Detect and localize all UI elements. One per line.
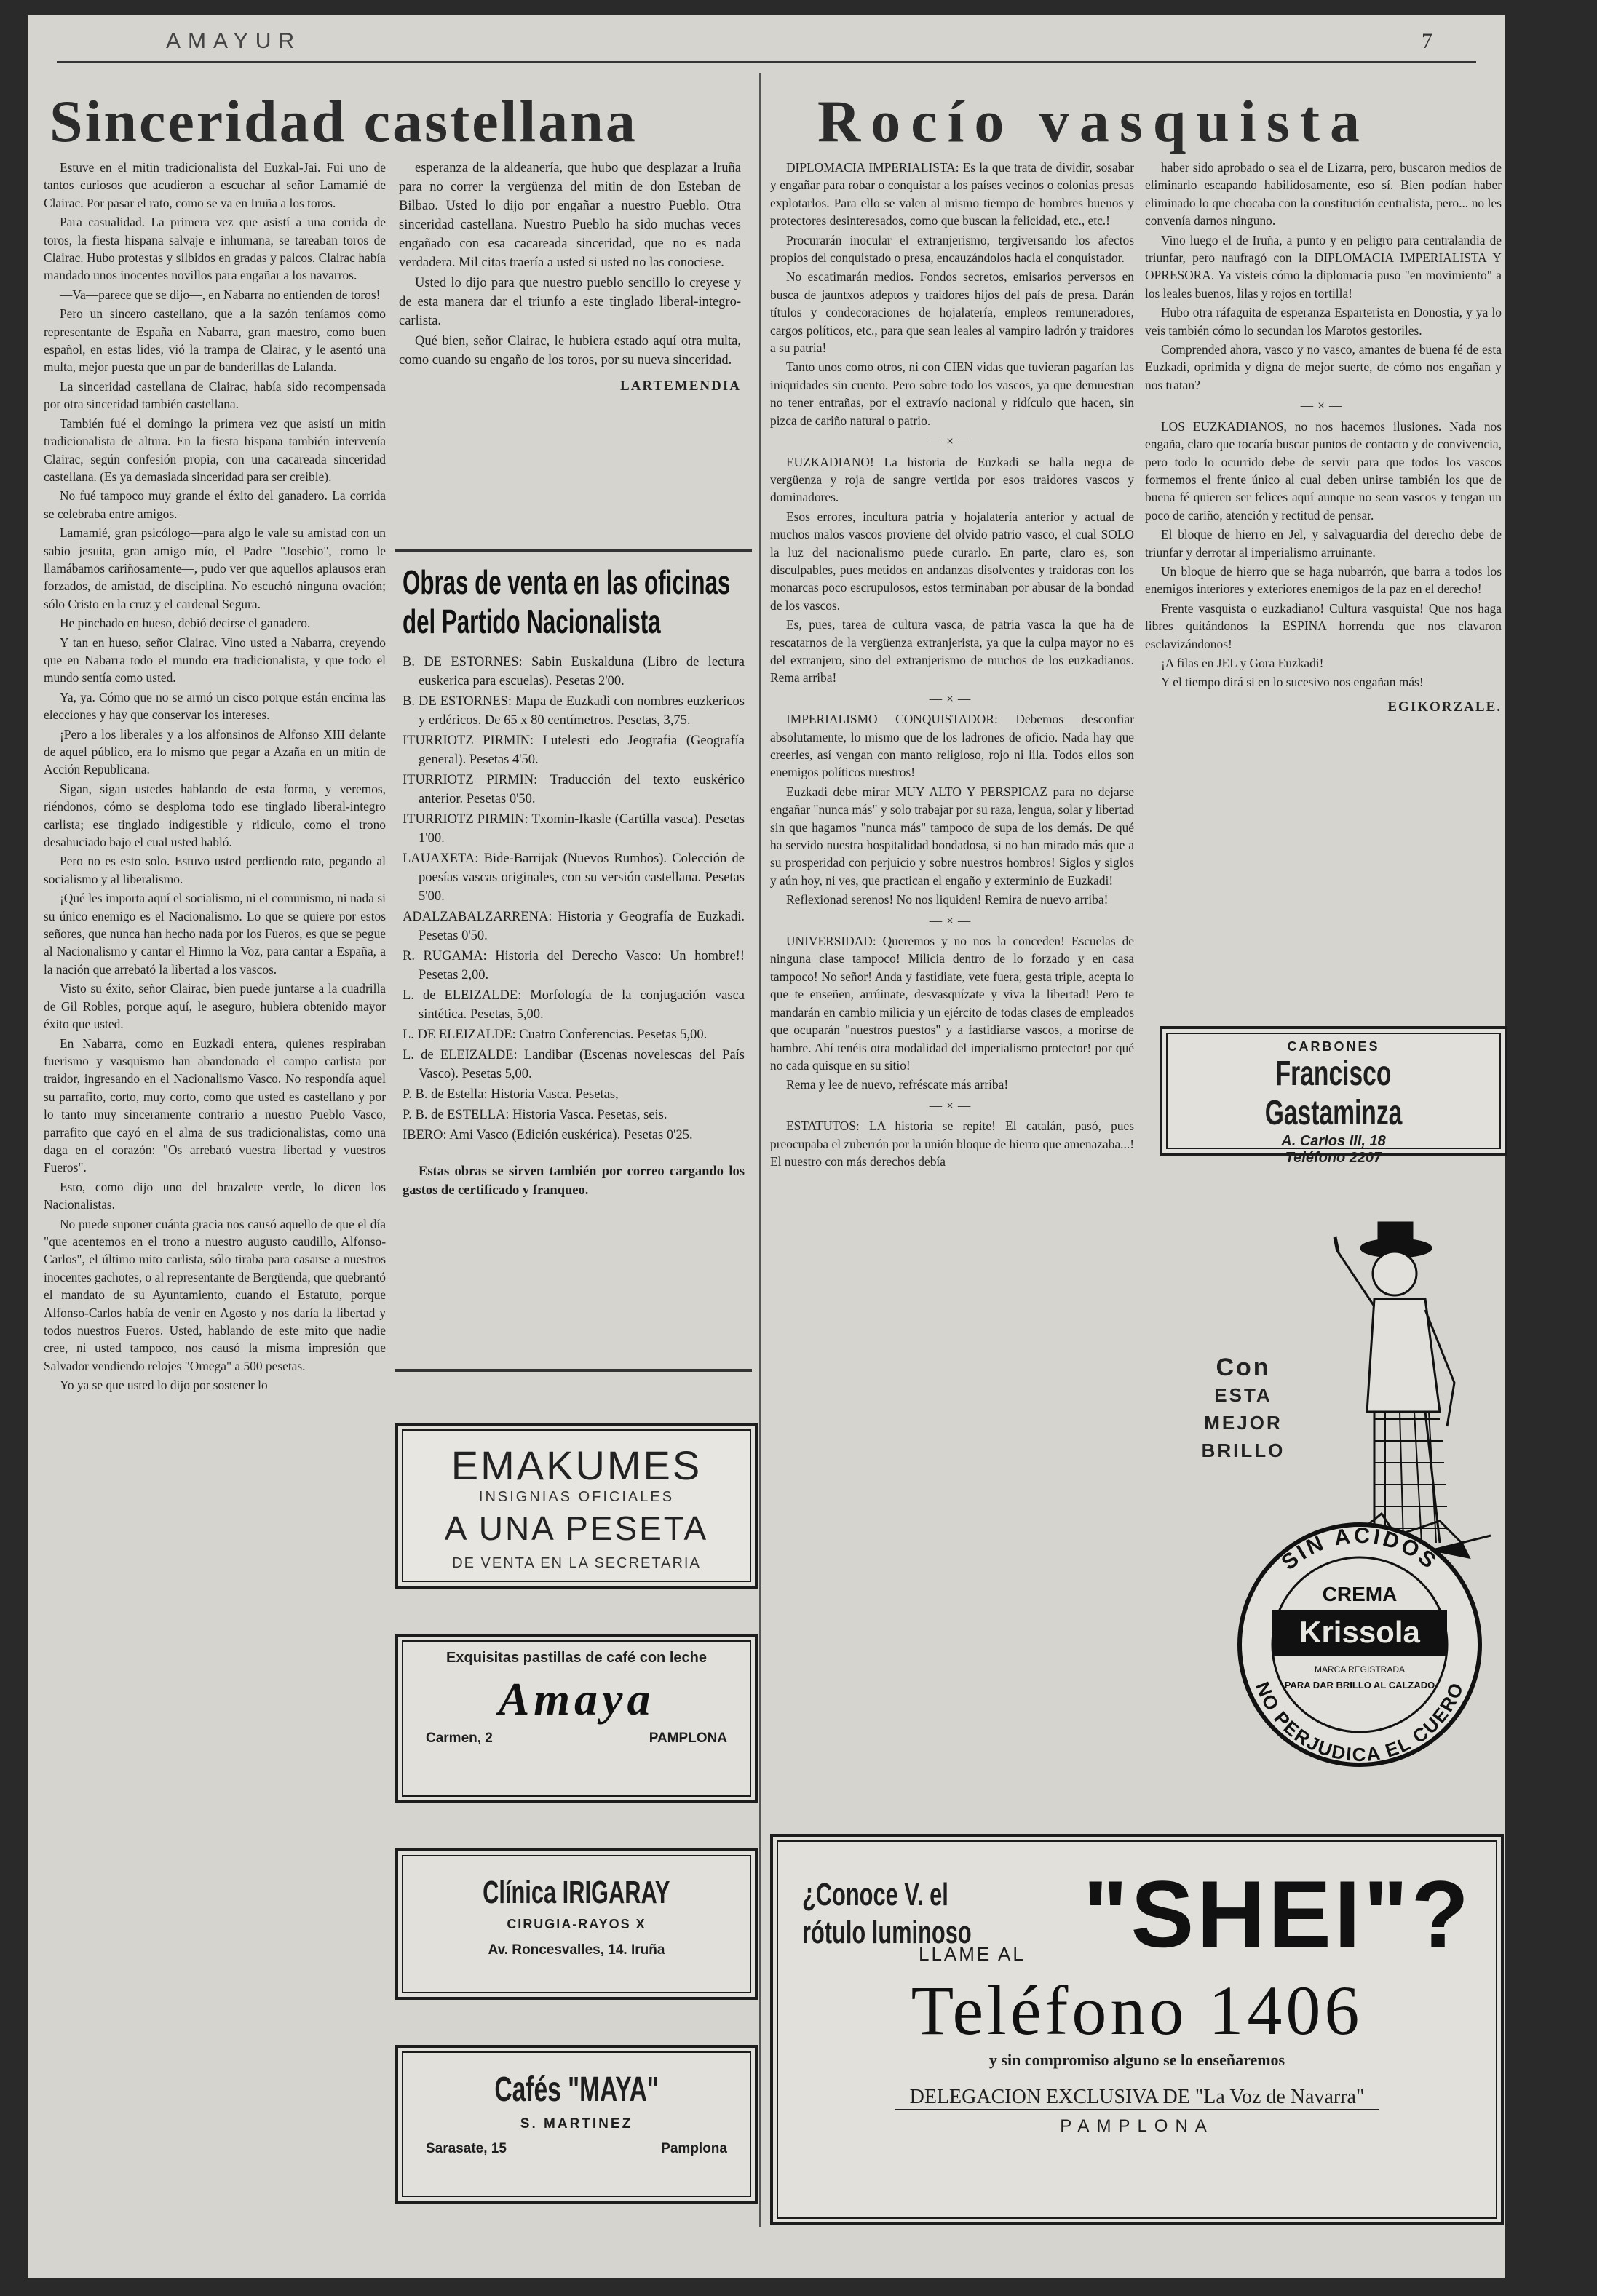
- paragraph: Reflexionad serenos! No nos liquiden! Remira de nuevo arriba!: [786, 892, 1109, 907]
- shei-question-wrap: [802, 1876, 1083, 1952]
- paragraph: La sinceridad castellana de Clairac, había sido recompensada por otra sinceridad también castellana.: [44, 378, 386, 412]
- clinica-subtitle: CIRUGIA-RAYOS X: [507, 1917, 646, 1931]
- shei-brand: "SHEI"?: [1082, 1861, 1472, 1967]
- amaya-tagline: Exquisitas pastillas de café con leche: [446, 1650, 707, 1666]
- left-article-column-1: [44, 159, 386, 2255]
- obras-note: Estas obras se sirven también por correo cargando los gastos de certificado y franqueo.: [403, 1164, 745, 1198]
- krissola-ring-bottom: NO PERJUDICA EL CUERO: [1251, 1678, 1468, 1766]
- paragraph: Euzkadi debe mirar MUY ALTO Y PERSPICAZ para no dejarse engañar "nunca más" y solo trabajar por su raza, lengua, solar y libertad sin que hagamos "nunca más" tampoco de supa de los demás. De qué ha servido nuestra hospitalidad bondadosa, si no han mirado más que a su prosperidad con perjuicio y sobre nuestros hombros! Siglos y siglos y aún hoy, ni ves, que practican el engaño y exterminio de Euzkadi!: [770, 784, 1134, 888]
- paragraph: Y el tiempo dirá si en lo sucesivo nos engañan más!: [1161, 675, 1424, 690]
- paragraph: ESTATUTOS: LA historia se repite! El catalán, pasó, pues preocupaba el zuberrón por la unión bloque de hierro que amenazaba...! El nuestro con más derechos debía: [770, 1119, 1134, 1169]
- dandy-figure-icon: [1335, 1223, 1469, 1557]
- paragraph: Para casualidad. La primera vez que asistí a una corrida de toros, la fiesta hispana salvaje e inhumana, se tareaban toros de Clairac. Hubo protestas y silbidos en gradas y palcos. Clairac había mandado unos inocentes novillos para engañar a los navarros.: [44, 215, 386, 283]
- amaya-address: Carmen, 2: [426, 1731, 493, 1746]
- krissola-crema: CREMA: [1322, 1583, 1398, 1605]
- right-headline: Rocío vasquista: [817, 88, 1371, 154]
- paragraph: Estuve en el mitin tradicionalista del Euzkal-Jai. Fui uno de tantos curiosos que acudieron a escuchar al señor Lamamié de Clairac. Por pasar el rato, como se va en Iruña a los toros.: [44, 160, 386, 210]
- paragraph: EUZKADIANO! La historia de Euzkadi se halla negra de vergüenza y roja de sangre vertida por esos traidores vascos y dominadores.: [770, 454, 1134, 505]
- column-divider: [759, 73, 761, 2227]
- carbones-name: Francisco Gastaminza: [1264, 1054, 1403, 1132]
- section-separator: —×—: [929, 1097, 975, 1113]
- running-header: [57, 29, 1476, 63]
- krissola-tin-icon: [1240, 1524, 1480, 1765]
- obras-de-venta-box: [395, 549, 752, 1372]
- krissola-registered: MARCA REGISTRADA: [1314, 1664, 1406, 1675]
- paragraph: Pero un sincero castellano, que a la sazón teníamos como representante de España en Nabarra, gran maestro, como buen español, en estas lides, vió la trampa de Clairac, y le asentó una multa, mejor puesta que un par de banderillas de Lalanda.: [44, 306, 386, 375]
- krissola-purpose: PARA DAR BRILLO AL CALZADO: [1284, 1680, 1435, 1691]
- cafes-address-row: [398, 2132, 755, 2166]
- paragraph: También fué el domingo la primera vez que asistí un mitin tradicionalista de altura. En la fiesta hispana también intervenía Clairac, según confesión propia, con una cacareada sinceridad castellana. (Es ya demasiada sinceridad para ser creible).: [44, 416, 386, 484]
- obras-item: IBERO: Ami Vasco (Edición euskérica). Pesetas 0'25.: [403, 1128, 693, 1143]
- paragraph: haber sido aprobado o sea el de Lizarra, pero, buscaron medios de eliminarlo escapando habilidosamente, eso sí. Bien podían haber eliminado lo que chocaba con la constitución centralista, pero... no les convenía darnos ninguno.: [1145, 160, 1502, 229]
- krissola-brand: Krissola: [1299, 1615, 1420, 1649]
- ad-amaya: [395, 1634, 758, 1803]
- krissola-ring-top: SIN ACIDOS: [1277, 1523, 1443, 1576]
- obras-item: L. DE ELEIZALDE: Cuatro Conferencias. Pesetas 5,00.: [403, 1028, 708, 1042]
- paragraph: Rema y lee de nuevo, refréscate más arriba!: [786, 1077, 1009, 1092]
- paragraph: Comprended ahora, vasco y no vasco, amantes de buena fé de esta Euzkadi, oprimida y digna de mejor suerte, de cómo nos engañan y nos tratan?: [1145, 342, 1502, 392]
- paragraph: Yo ya se que usted lo dijo por sostener lo: [60, 1378, 268, 1393]
- paragraph: Hubo otra ráfaguita de esperanza Esparterista en Donostia, y ya lo veis también cómo lo secundan los Marotos gestoriles.: [1145, 305, 1502, 338]
- clinica-address: Av. Roncesvalles, 14. Iruña: [488, 1942, 665, 1958]
- section-separator: —×—: [929, 691, 975, 706]
- clinica-title-wrap: [398, 1873, 755, 1912]
- left-article-column-2: [399, 159, 741, 396]
- ad-cafes-maya: [395, 2045, 758, 2204]
- newspaper-page: [28, 15, 1505, 2278]
- paper-name: AMAYUR: [166, 29, 302, 53]
- carbones-address: A. Carlos III, 18: [1281, 1133, 1386, 1149]
- paragraph: Esos errores, incultura patria y hojalatería anterior y actual de muchos malos vascos proviene del olvido patrio vasco, el cual SOLO la luz del nacionalismo puede curarlo. En parte, claro es, son disculpables, pues metidos en andanzas disolventes y traidoras con los monarcas poco escrupulosos, estos terminaban por abusar de la bondad de los vascos.: [770, 509, 1134, 613]
- amaya-brand: Amaya: [498, 1673, 655, 1725]
- obras-item: LAUAXETA: Bide-Barrijak (Nuevos Rumbos). Colección de poesías vascas originales, con su versión castellana. Pesetas 5'00.: [403, 851, 745, 904]
- paragraph: Tanto unos como otros, ni con CIEN vidas que tuvieran pagarían las iniquidades sin cuento. Pero sobre todo los vascos, ya que demuestran no tener entrañas, por el extravío nacional y ridículo que hacen, sin pizca de cariño natural o patrio.: [770, 360, 1134, 428]
- paragraph: DIPLOMACIA IMPERIALISTA: Es la que trata de dividir, sosabar y engañar para robar o conquistar a los países vecinos o colonias presas explotarlos. Para ello se valen al mismo tiempo de hombres buenos y protectores desinteresados, como que buscan la felicidad, etc., etc.!: [770, 160, 1134, 229]
- left-headline: Sinceridad castellana: [49, 88, 638, 154]
- right-article-column-1: [770, 159, 1134, 1803]
- paragraph: Un bloque de hierro que se haga nubarrón, que barra a todos los enemigos interiores y exteriores enemigos de la paz en el derecho!: [1145, 563, 1502, 597]
- cafes-title: Cafés "MAYA": [494, 2070, 659, 2109]
- emakumes-price: A UNA PESETA: [444, 1509, 709, 1547]
- shei-phone: Teléfono 1406: [911, 1971, 1363, 2049]
- shei-question: ¿Conoce V. el rótulo luminoso: [802, 1877, 972, 1950]
- paragraph: Sigan, sigan ustedes hablando de esta forma, y veremos, riéndonos, cómo se desploma todo ese tinglado liberal-integro carlista; ese tinglado indigestible y ridiculo, como el trono desahuciado bajo el cual usted habló.: [44, 781, 386, 850]
- paragraph: ¡Qué les importa aquí el socialismo, ni el comunismo, ni nada si su único enemigo es el Nacionalismo. Lo que se quiere por estos señores, que nunca han hecho nada por los Fueros, es que se pegue al Nacionalismo y cantar el Himno la Voz, para cantar a España, a la nación que arrebató la libertad a los vascos.: [44, 891, 386, 977]
- paragraph: Pero no es esto solo. Estuvo usted perdiendo rato, pegando al socialismo y al liberalismo.: [44, 854, 386, 886]
- paragraph: Qué bien, señor Clairac, le hubiera estado aquí otra multa, como cuando su engaño de los toros, por su nueva sinceridad.: [399, 334, 741, 368]
- amaya-address-row: [398, 1726, 755, 1751]
- emakumes-subtitle: INSIGNIAS OFICIALES: [478, 1489, 675, 1505]
- obras-item: B. DE ESTORNES: Sabin Euskalduna (Libro de lectura euskerica para escuelas). Pesetas 2'00.: [403, 655, 745, 688]
- krissola-slogan-line: BRILLO: [1201, 1439, 1285, 1461]
- paragraph: El bloque de hierro en Jel, y salvaguardia del derecho debe de triunfar y derrotar al imperialismo arruinante.: [1145, 527, 1502, 560]
- section-separator: —×—: [1300, 398, 1347, 413]
- obras-item: L. de ELEIZALDE: Landibar (Escenas novelescas del País Vasco). Pesetas 5,00.: [403, 1048, 745, 1081]
- carbones-name-wrap: [1162, 1054, 1505, 1133]
- paragraph: Frente vasquista o euzkadiano! Cultura vasquista! Que nos haga libres quitándonos la ESPINA horrenda que nos clavaron esclavizándonos!: [1145, 600, 1502, 651]
- krissola-slogan-line: ESTA: [1214, 1384, 1272, 1406]
- carbones-label: CARBONES: [1287, 1039, 1380, 1054]
- cafes-owner: S. MARTINEZ: [520, 2116, 633, 2132]
- obras-item: P. B. de Estella: Historia Vasca. Pesetas,: [403, 1087, 619, 1102]
- cafes-city: Pamplona: [661, 2141, 727, 2156]
- paragraph: He pinchado en hueso, debió decirse el ganadero.: [60, 616, 311, 631]
- shei-top-row: [773, 1837, 1501, 1965]
- obras-item: R. RUGAMA: Historia del Derecho Vasco: Un hombre!! Pesetas 2,00.: [403, 949, 745, 982]
- ad-clinica-irigaray: [395, 1848, 758, 2000]
- emakumes-title: EMAKUMES: [451, 1442, 702, 1488]
- paragraph: UNIVERSIDAD: Queremos y no nos la conceden! Escuelas de ninguna clase tampoco! Milicia dentro de lo forzado y en casa tampoco! No señor! Anda y fastidiate, vete fuera, gesta triple, acepta lo que te enseñen, arrúinate, desvasquízate y viva la libertad! Pero te mandarán en cambio milicia y un ejército de todas clases de empleados que ocuparán "nuestros puestos" y a fastidiarse vascos, a morirse de hambre. Ahí tenéis otra modalidad del imperialismo protector! por qué no cada quisque en su sitio!: [770, 934, 1134, 1073]
- paragraph: No puede suponer cuánta gracia nos causó aquello de que el día "que acentemos en el trono a nuestro augusto caudillo, Alfonso-Carlos", el último mito carlista, sólo tiraba para casarse a nuestros inocentes gachotes, o al representante de Bergüenda, que quebrantó el mandato de su Ayuntamiento, cuando el Estatuto, porque Alfonso-Carlos había de venir en Agosto y nos daría la libertad y todos nuestros Fueros. Usted, hablando de este mito que nadie cree, ni usted tampoco, nos causó la misma impresión que Salvador vendiendo relojes "Omega" a 500 pesetas.: [44, 1216, 387, 1373]
- paragraph: Esto, como dijo uno del brazalete verde, lo dicen los Nacionalistas.: [44, 1179, 386, 1212]
- obras-item: ITURRIOTZ PIRMIN: Txomin-Ikasle (Cartilla vasca). Pesetas 1'00.: [403, 812, 745, 846]
- paragraph: No fué tampoco muy grande el éxito del ganadero. La corrida se celebraba entre amigos.: [44, 488, 386, 521]
- obras-item: ADALZABALZARRENA: Historia y Geografía de Euzkadi. Pesetas 0'50.: [403, 910, 745, 943]
- obras-title: Obras de venta en las oficinas del Partido Nacionalista: [403, 563, 731, 640]
- obras-item: ITURRIOTZ PIRMIN: Traducción del texto euskérico anterior. Pesetas 0'50.: [403, 773, 745, 806]
- right-article-column-2: [1145, 159, 1502, 1032]
- krissola-illustration: [1163, 1208, 1498, 1790]
- obras-item: P. B. de ESTELLA: Historia Vasca. Pesetas, seis.: [403, 1108, 667, 1122]
- paragraph: Es, pues, tarea de cultura vasca, de patria vasca la que ha de rescatarnos de la vergüenza extranjerista, ya que la culpa mayor no es del extranjero, sino del extranjerismo de muchos de los euzkadianos. Rema arriba!: [770, 617, 1134, 686]
- ad-shei: [770, 1834, 1504, 2225]
- paragraph: Vino luego el de Iruña, a punto y en peligro para centralandia de triunfar, pero naufragó con la DIPLOMACIA IMPERIALISTA Y OPRESORA. Ya visteis cómo la diplomacia puso "en movimiento" a los leales buenos, lilas y rojos en tortilla!: [1145, 232, 1502, 301]
- paragraph: ¡Pero a los liberales y a los alfonsinos de Alfonso XIII delante de aquel público, era lo mismo que pegar a Azaña en un mitin de Acción Republicana.: [44, 726, 386, 777]
- obras-item: L. de ELEIZALDE: Morfología de la conjugación vasca sintética. Pesetas, 5,00.: [403, 988, 745, 1022]
- paragraph: esperanza de la aldeanería, que hubo que desplazar a Iruña para no correr la vergüenza del mitin de don Esteban de Bilbao. Usted lo dijo por engañar a nuestro Pueblo. Otra sinceridad castellana. Nuestro Pueblo ha sido muchas veces engañado con esa cacareada sinceridad, que no es nada verdadera. Mil citas traería a usted si usted no las conociese.: [399, 161, 741, 270]
- section-separator: —×—: [929, 913, 975, 928]
- paragraph: —Va—parece que se dijo—, en Nabarra no entienden de toros!: [60, 287, 381, 302]
- paragraph: Usted lo dijo para que nuestro pueblo sencillo lo creyese y de esta manera dar el triunfo a este tinglado liberal-integro-carlista.: [399, 276, 741, 328]
- emakumes-footer: DE VENTA EN LA SECRETARIA: [452, 1555, 701, 1571]
- paragraph: En Nabarra, como en Euzkadi entera, quienes respiraban fuerismo y vasquismo han abandonado el campo carlista por traidor, ingresando en el Nacionalismo Vasco. No respondía aquel su parrafito, corto, muy corto, como que usted es castellano y por lo tanto muy sinceramente contrario a nuestro Pueblo Vasco, parrafito que cayó en el alma de sus tradicionalistas, como una daga en el corazón: "Os arrebató vuestra libertad y vuestros Fueros".: [44, 1036, 386, 1175]
- paragraph: Visto su éxito, señor Clairac, bien puede juntarse a la cuadrilla de Gil Robles, porque aquí, le aseguro, hubiera obtenido mayor éxito que usted.: [44, 981, 386, 1032]
- cafes-title-wrap: [398, 2070, 755, 2110]
- amaya-city: PAMPLONA: [649, 1731, 727, 1746]
- ad-krissola: [1163, 1208, 1498, 1790]
- obras-item: ITURRIOTZ PIRMIN: Lutelesti edo Jeografia (Geografía general). Pesetas 4'50.: [403, 734, 745, 767]
- krissola-slogan-line: Con: [1216, 1354, 1271, 1381]
- ad-carbones: [1160, 1026, 1507, 1166]
- shei-promise: y sin compromiso alguno se lo enseñaremos: [988, 2051, 1285, 2069]
- page-number: 7: [1422, 29, 1432, 53]
- ad-emakumes: [395, 1423, 758, 1589]
- paragraph: LOS EUZKADIANOS, no nos hacemos ilusiones. Nada nos engaña, claro que tocaría buscar puntos de contacto y de convivencia, pero todo lo ocurrido debe de servir para que todos los vascos formemos el frente único al cual deben unirse también los que de buena fé quieren ser felices aquí aunque no sean vascos y tengan un poco de cariño, atención y rectitud de pensar.: [1145, 418, 1502, 523]
- obras-list: [403, 653, 745, 1200]
- shei-delegation: DELEGACION EXCLUSIVA DE "La Voz de Navarra": [895, 2086, 1379, 2110]
- shei-city: PAMPLONA: [1060, 2116, 1214, 2136]
- paragraph: ¡A filas en JEL y Gora Euzkadi!: [1161, 655, 1324, 670]
- krissola-slogan-line: MEJOR: [1204, 1412, 1283, 1434]
- left-article-signature: LARTEMENDIA: [620, 378, 741, 394]
- carbones-phone: Teléfono 2207: [1285, 1150, 1382, 1166]
- clinica-title: Clínica IRIGARAY: [483, 1875, 670, 1910]
- cafes-address: Sarasate, 15: [426, 2141, 507, 2156]
- paragraph: No escatimarán medios. Fondos secretos, emisarios perversos en busca de jauntxos adeptos y traidores hijos del país de presa. Darán títulos y condecoraciones de hojalatería, empleos remuneradores, cargos políticos, etc., para que sean leales al vampiro ladrón y traidores a su patria!: [770, 269, 1134, 356]
- right-article-signature: EGIKORZALE.: [1387, 699, 1502, 715]
- obras-item: B. DE ESTORNES: Mapa de Euzkadi con nombres euzkericos y erdéricos. De 65 x 80 centímetros. Pesetas, 3,75.: [403, 694, 745, 728]
- paragraph: IMPERIALISMO CONQUISTADOR: Debemos desconfiar absolutamente, lo mismo que de los ladrones de oficio. Nada hay que creerles, así vengan con manto religioso, rojo ni lila. Todos ellos son enemigos políticos nuestros!: [770, 712, 1134, 780]
- paragraph: Y tan en hueso, señor Clairac. Vino usted a Nabarra, creyendo que en Nabarra todo el mundo era tradicionalista, y que todo el mundo sentía como usted.: [44, 635, 386, 686]
- shei-call: LLAME AL: [919, 1943, 1026, 1965]
- paragraph: Ya, ya. Cómo que no se armó un cisco porque están encima las elecciones y hay que conservar los intereses.: [44, 689, 386, 723]
- paragraph: Lamamié, gran psicólogo—para algo le vale su amistad con un sabio jesuita, gran amigo mío, el Padre "Josebio", como le llamábamos cariñosamente—, pudo ver que aquellos aplausos eran forzados, de amistad, de disciplina. No escuchó ninguna ovación; sólo Cristo en la cruz y el cardenal Segura.: [44, 525, 386, 611]
- paragraph: Procurarán inocular el extranjerismo, tergiversando los afectos propios del conquistado o presa, encauzándolos hacia el conquistador.: [770, 232, 1134, 266]
- section-separator: —×—: [929, 434, 975, 449]
